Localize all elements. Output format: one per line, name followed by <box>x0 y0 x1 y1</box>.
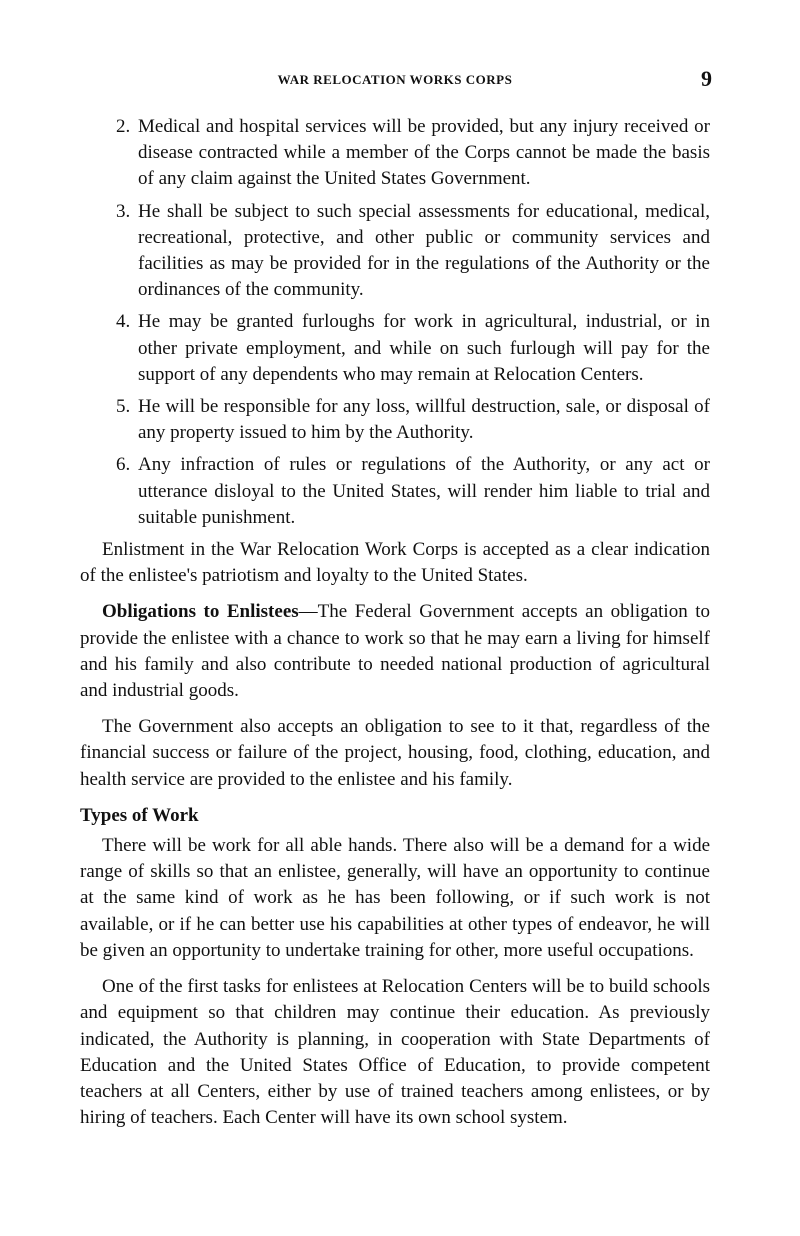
list-item-text: He shall be subject to such special assessments for educational, medical, recreational, protective, and other public or community services and facilities as may be provided for in the regulations of the Authority or the ordinances of the community. <box>138 200 710 301</box>
page-body <box>80 114 710 1141</box>
obligations-lead: Obligations to Enlistees <box>102 601 299 623</box>
obligations-text: —The Federal Government accepts an obligation to provide the enlistee with a chance to work so that he may earn a living for himself and his family and also contribute to needed national production of agricultural and industrial goods. <box>80 601 711 702</box>
section-heading-types-of-work: Types of Work <box>80 804 199 826</box>
list-item <box>80 394 710 446</box>
types-paragraph: There will be work for all able hands. There also will be a demand for a wide range of skills so that an enlistee, generally, will have an opportunity to continue at the same kind of work as he has been following, or if such work is not available, or if he can better use his capabilities at other types of endeavor, he will be given an opportunity to undertake training for other, more useful occupations. <box>80 835 710 961</box>
list-item <box>80 199 710 304</box>
list-item-number: 3. <box>116 200 131 222</box>
list-item <box>80 452 710 531</box>
list-item-number: 6. <box>116 454 131 476</box>
obligations-paragraph <box>80 599 710 704</box>
schools-paragraph: One of the first tasks for enlistees at Relocation Centers will be to build schools and equipment so that children may continue their education. As previously indicated, the Authority is planning, in cooperation with State Departments of Education and the United States Office of Education, to provide competent teachers at all Centers, either by use of trained teachers among enlistees, or by hiring of teachers. Each Center will have its own school system. <box>80 976 710 1129</box>
list-item-text: Any infraction of rules or regulations of the Authority, or any act or utterance disloyal to the United States, will render him liable to trial and suitable punishment. <box>138 454 710 528</box>
page-number: 9 <box>701 66 712 91</box>
government-paragraph: The Government also accepts an obligation to see to it that, regardless of the financial success or failure of the project, housing, food, clothing, education, and health service are provided to the enlistee and his family. <box>80 716 710 790</box>
page-header <box>0 66 800 94</box>
running-head: WAR RELOCATION WORKS CORPS <box>277 72 513 87</box>
list-item <box>80 309 710 388</box>
enlistment-paragraph: Enlistment in the War Relocation Work Corps is accepted as a clear indication of the enlistee's patriotism and loyalty to the United States. <box>80 539 710 587</box>
list-item-number: 4. <box>116 311 131 333</box>
list-item-number: 5. <box>116 396 131 418</box>
list-item-text: Medical and hospital services will be provided, but any injury received or disease contracted while a member of the Corps cannot be made the basis of any claim against the United States Government. <box>138 116 710 190</box>
list-item-number: 2. <box>116 116 131 137</box>
list-item-text: He will be responsible for any loss, willful destruction, sale, or disposal of any property issued to him by the Authority. <box>138 396 710 444</box>
list-item <box>80 114 710 193</box>
list-item-text: He may be granted furloughs for work in agricultural, industrial, or in other private employment, and while on such furlough will pay for the support of any dependents who may remain at Relocation Centers. <box>138 311 710 385</box>
